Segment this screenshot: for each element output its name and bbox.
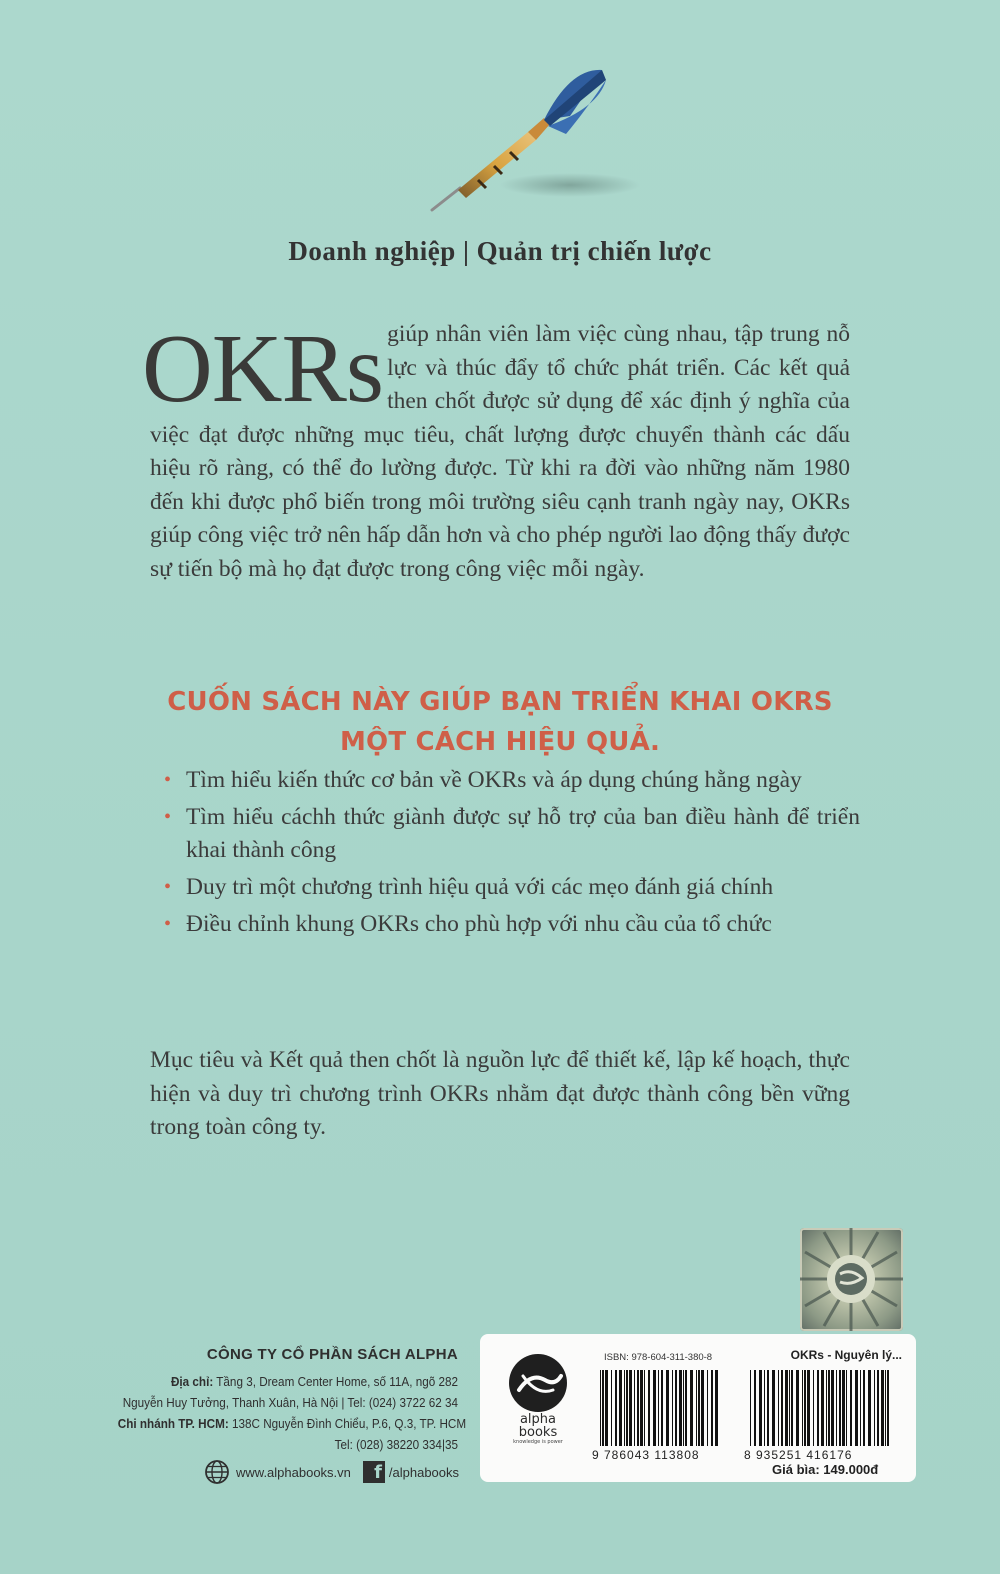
barcode-bar <box>813 1370 814 1446</box>
barcode-bar <box>615 1370 617 1446</box>
list-item-text: Tìm hiểu kiến thức cơ bản về OKRs và áp dụng chúng hằng ngày <box>186 767 802 793</box>
price-label: Giá bìa: 149.000đ <box>772 1462 879 1477</box>
barcode-bar <box>685 1370 687 1446</box>
barcode-bar <box>666 1370 669 1446</box>
barcode-bar <box>683 1370 684 1446</box>
list-item <box>160 764 860 797</box>
barcode-bar <box>877 1370 879 1446</box>
bullet-marker: • <box>164 913 172 935</box>
bullet-marker: • <box>164 876 172 898</box>
barcode-bar <box>863 1370 865 1446</box>
barcode-bar <box>831 1370 834 1446</box>
barcode-bar <box>836 1370 837 1446</box>
barcode-bar <box>715 1370 718 1446</box>
barcode-bar <box>648 1370 650 1446</box>
isbn-barcode <box>600 1370 720 1446</box>
branch-line <box>117 1413 467 1434</box>
list-item <box>160 801 860 867</box>
intro-text: giúp nhân viên làm việc cùng nhau, tập trung nỗ lực và thúc đẩy tổ chức phát triển. Các kết quả then chốt được sử dụng để xác định ý nghĩa của việc đạt được những mục tiêu, chất lượng được chuyển thành các dấu hiệu rõ ràng, có thể đo lường được. Từ khi ra đời vào những năm 1980 đến khi được phổ biến trong môi trường siêu cạnh tranh ngày nay, OKRs giúp công việc trở nên hấp dẫn hơn và cho phép người lao động thấy được sự tiến bộ mà họ đạt được trong công việc mỗi ngày. <box>150 321 850 582</box>
barcode-bar <box>637 1370 639 1446</box>
barcode-bar <box>696 1370 697 1446</box>
barcode-bar <box>750 1370 751 1446</box>
barcode-bar <box>817 1370 819 1446</box>
barcode-bar <box>707 1370 708 1446</box>
branch-tel: Tel: (028) 38220 334|35 <box>334 1437 458 1452</box>
barcode-bar <box>868 1370 871 1446</box>
barcode-bar <box>842 1370 845 1446</box>
product-barcode <box>750 1370 892 1446</box>
publisher-name: CÔNG TY CỔ PHẦN SÁCH ALPHA <box>206 1346 458 1363</box>
barcode-bar <box>785 1370 788 1446</box>
headline-line-2: MỘT CÁCH HIỆU QUẢ. <box>339 727 661 757</box>
brand-name-2: books <box>518 1425 558 1440</box>
branch-label: Chi nhánh TP. HCM: <box>117 1416 229 1431</box>
barcode-bar <box>690 1370 693 1446</box>
barcode-bar <box>807 1370 810 1446</box>
barcode-bar <box>828 1370 830 1446</box>
headline <box>0 682 1000 762</box>
barcode-bar <box>781 1370 783 1446</box>
barcode-bar <box>821 1370 824 1446</box>
bullet-marker: • <box>164 806 172 828</box>
hologram-seal <box>800 1228 903 1331</box>
barcode-bar <box>804 1370 806 1446</box>
closing-paragraph: Mục tiêu và Kết quả then chốt là nguồn lực để thiết kế, lập kế hoạch, thực hiện và duy trì chương trình OKRs nhằm đạt được thành công bền vững trong toàn công ty. <box>150 1047 850 1140</box>
barcode-bar <box>640 1370 643 1446</box>
address-label: Địa chỉ: <box>170 1374 214 1389</box>
bullet-marker: • <box>164 769 172 791</box>
product-barcode-number: 8 935251 416176 <box>744 1448 853 1462</box>
website-link[interactable]: www.alphabooks.vn <box>236 1464 351 1480</box>
isbn-barcode-number: 9 786043 113808 <box>592 1448 700 1462</box>
barcode-bar <box>672 1370 673 1446</box>
brand-tagline: knowledge is power <box>513 1439 563 1445</box>
barcode-bar <box>885 1370 886 1446</box>
brand-name: alpha <box>519 1412 557 1427</box>
barcode-bar <box>764 1370 765 1446</box>
address-line-1 <box>118 1371 458 1392</box>
barcode-bar <box>772 1370 775 1446</box>
facebook-link[interactable]: /alphabooks <box>388 1464 460 1480</box>
barcode-bar <box>846 1370 847 1446</box>
barcode-bar <box>881 1370 884 1446</box>
barcode-bar <box>624 1370 625 1446</box>
barcode-bar <box>701 1370 704 1446</box>
barcode-bar <box>855 1370 858 1446</box>
facebook-icon: f <box>363 1461 385 1483</box>
category-label: Doanh nghiệp | Quản trị chiến lược <box>288 236 712 266</box>
barcode-bar <box>626 1370 628 1446</box>
barcode-bar <box>754 1370 756 1446</box>
dart-icon <box>420 60 650 230</box>
barcode-bar <box>778 1370 779 1446</box>
alpha-logo-icon <box>509 1354 567 1412</box>
alpha-books-logo <box>500 1354 576 1445</box>
barcode-bar <box>679 1370 682 1446</box>
barcode-bar <box>850 1370 852 1446</box>
barcode-bar <box>611 1370 612 1446</box>
publisher-info <box>80 1346 467 1455</box>
intro-paragraph <box>142 315 850 586</box>
barcode-bar <box>802 1370 803 1446</box>
barcode-bar <box>789 1370 790 1446</box>
barcode-bar <box>605 1370 608 1446</box>
barcode-bar <box>619 1370 622 1446</box>
barcode-bar <box>874 1370 875 1446</box>
barcode-panel <box>480 1334 916 1482</box>
globe-icon <box>204 1459 230 1485</box>
barcode-bar <box>759 1370 762 1446</box>
barcode-bar <box>711 1370 713 1446</box>
web-links <box>204 1458 459 1486</box>
address-line-2: Nguyễn Huy Tưởng, Thanh Xuân, Hà Nội | Tel: (024) 3722 62 34 <box>122 1395 458 1410</box>
barcode-bar <box>839 1370 841 1446</box>
barcode-bar <box>644 1370 645 1446</box>
branch-address: 138C Nguyễn Đình Chiểu, P.6, Q.3, TP. HCM <box>228 1416 467 1431</box>
barcode-bar <box>675 1370 677 1446</box>
list-item-text: Tìm hiểu cáchh thức giành được sự hỗ trợ của ban điều hành để triển khai thành công <box>186 804 860 863</box>
barcode-bar <box>602 1370 604 1446</box>
barcode-bar <box>887 1370 889 1446</box>
isbn-text: ISBN: 978-604-311-380-8 <box>604 1352 713 1363</box>
barcode-bar <box>698 1370 700 1446</box>
book-code: OKRs - Nguyên lý... <box>790 1348 902 1362</box>
benefit-list <box>160 764 860 945</box>
barcode-bar <box>791 1370 793 1446</box>
barcode-bar <box>658 1370 659 1446</box>
barcode-bar <box>600 1370 601 1446</box>
barcode-bar <box>634 1370 635 1446</box>
okrs-drop-cap: OKRs <box>142 315 384 423</box>
barcode-bar <box>860 1370 861 1446</box>
barcode-bar <box>629 1370 632 1446</box>
headline-line-1: CUỐN SÁCH NÀY GIÚP BẠN TRIỂN KHAI OKRS <box>167 687 833 717</box>
list-item-text: Điều chỉnh khung OKRs cho phù hợp với nhu cầu của tổ chức <box>186 911 772 937</box>
barcode-bar <box>661 1370 663 1446</box>
list-item-text: Duy trì một chương trình hiệu quả với các mẹo đánh giá chính <box>186 874 774 900</box>
list-item <box>160 908 860 941</box>
barcode-bar <box>826 1370 827 1446</box>
list-item <box>160 871 860 904</box>
barcode-bar <box>796 1370 799 1446</box>
barcode-bar <box>653 1370 656 1446</box>
barcode-bar <box>767 1370 769 1446</box>
address-text: Tầng 3, Dream Center Home, số 11A, ngõ 282 <box>213 1374 458 1389</box>
